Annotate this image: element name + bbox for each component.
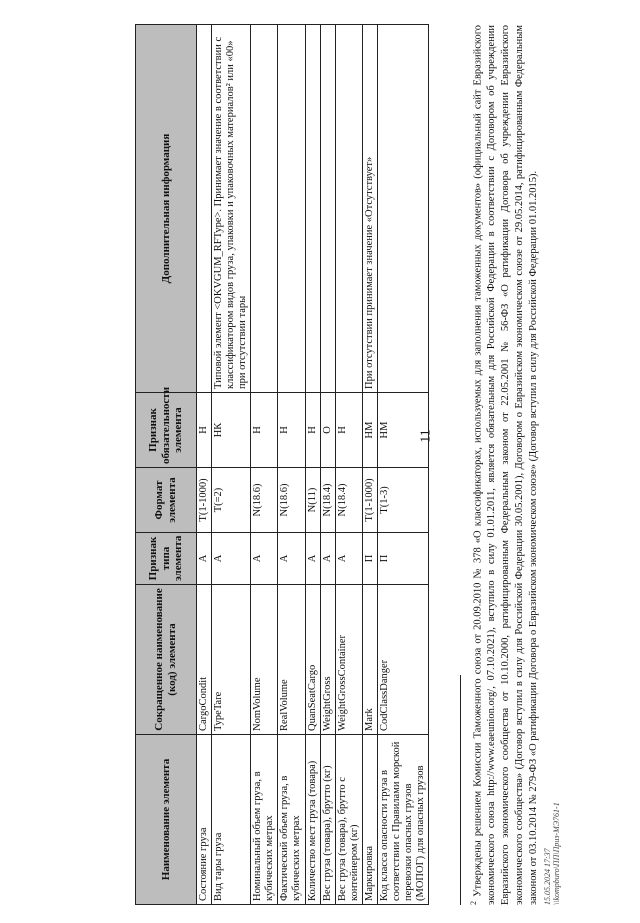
cell-info: При отсутствии принимает значение «Отсутствует» [362, 25, 377, 393]
cell-type: А [197, 533, 212, 585]
element-table [135, 25, 426, 905]
cell-type: А [251, 533, 278, 585]
footnote-divider [460, 675, 461, 905]
cell-info [251, 25, 278, 393]
cell-info [335, 25, 362, 393]
stamp-date: 15.05.2024 17:37 [542, 848, 552, 905]
cell-type: П [377, 533, 428, 585]
table-row [305, 25, 320, 905]
cell-name: Код класса опасности груза в соответствии с Правилами морской перевозки опасных грузов (МОПОГ) для опасных грузов [377, 735, 428, 905]
column-header-info: Дополнительная информация [136, 25, 197, 393]
cell-info [305, 25, 320, 393]
cell-code: CodClassDanger [377, 585, 428, 735]
cell-code: QuanSeatCargo [305, 585, 320, 735]
document-stamp [543, 25, 562, 905]
cell-mandatory: О [320, 393, 335, 468]
cell-mandatory: Н [197, 393, 212, 468]
cell-format: T(1-1000) [362, 468, 377, 533]
footnote-text: Утверждены решением Комиссии Таможенного союза от 20.09.2010 № 378 «О классификаторах, используемых для заполнения таможенных документов» (официальный сайт Евразийского экономического союза http://www.eaeunion.org/, 07.10.2021), вступило в силу 01.01.2011, является обязательным для Российской Федерации в соответствии с Договором об учреждении Евразийского экономического сообщества от 10.10.2000, ратифицированным Федеральным законом от 22.05.2001 № 56-ФЗ «О ратификации Договора об учреждении Евразийского экономического сообщества» (Договор вступил в силу для Российской Федерации 30.05.2001), Договором о Евразийском экономическом союзе от 29.05.2014, ратифицированным Федеральным законом от 03.10.2014 № 279-ФЗ «О ратификации Договора о Евразийском экономическом союзе» (Договор вступил в силу для Российской Федерации 01.01.2015). [472, 25, 539, 905]
cell-name: Вид тары груза [212, 735, 251, 905]
column-header-name: Наименование элемента [136, 735, 197, 905]
footnote-marker: 2 [469, 901, 478, 905]
cell-mandatory: Н [278, 393, 305, 468]
cell-mandatory: НК [212, 393, 251, 468]
column-header-code: Сокращенное наименование (код) элемента [136, 585, 197, 735]
table-row [320, 25, 335, 905]
cell-type: А [278, 533, 305, 585]
table-row [362, 25, 377, 905]
table-row [335, 25, 362, 905]
cell-info [278, 25, 305, 393]
cell-type: А [305, 533, 320, 585]
table-row [212, 25, 251, 905]
cell-type: П [362, 533, 377, 585]
column-header-type: Признак типа элемента [136, 533, 197, 585]
footnote-text-block [469, 25, 541, 905]
cell-format: T(1-3) [377, 468, 428, 533]
cell-mandatory: НМ [362, 393, 377, 468]
cell-type: А [212, 533, 251, 585]
cell-code: WeightGrossContainer [335, 585, 362, 735]
data-table [135, 24, 429, 905]
cell-type: А [335, 533, 362, 585]
table-row [251, 25, 278, 905]
table-row [197, 25, 212, 905]
cell-code: NomVolume [251, 585, 278, 735]
page-number: 11 [418, 429, 434, 443]
cell-format: N(18.6) [278, 468, 305, 533]
cell-name: Вес груза (товара), брутто с контейнером (кг) [335, 735, 362, 905]
cell-name: Фактический объем груза, в кубических метрах [278, 735, 305, 905]
cell-code: TypeTare [212, 585, 251, 735]
cell-name: Номинальный объем груза, в кубических метрах [251, 735, 278, 905]
cell-mandatory: НМ [377, 393, 428, 468]
cell-format: N(18.4) [335, 468, 362, 533]
column-header-mandatory: Признак обязательности элемента [136, 393, 197, 468]
cell-format: T(1-1000) [197, 468, 212, 533]
cell-code: CargoCondit [197, 585, 212, 735]
cell-mandatory: Н [251, 393, 278, 468]
cell-format: T(=2) [212, 468, 251, 533]
cell-code: Mark [362, 585, 377, 735]
table-header-row [136, 25, 197, 905]
cell-info [320, 25, 335, 393]
cell-format: N(11) [305, 468, 320, 533]
cell-info: Типовой элемент <OKVGUM_RFType>. Принимает значение в соответствии с классификатором видов груза, упаковки и упаковочных материалов² или «00» при отсутствии тары [212, 25, 251, 393]
cell-mandatory: Н [335, 393, 362, 468]
cell-name: Вес груза (товара), брутто (кг) [320, 735, 335, 905]
cell-code: WeightGross [320, 585, 335, 735]
cell-name: Количество мест груза (товара) [305, 735, 320, 905]
cell-format: N(18.4) [320, 468, 335, 533]
cell-format: N(18.6) [251, 468, 278, 533]
cell-info [377, 25, 428, 393]
column-header-format: Формат элемента [136, 468, 197, 533]
cell-name: Состояние груза [197, 735, 212, 905]
footnote [460, 25, 610, 905]
stamp-path: \\kompburo\ПП\Приз-МЭ761-1 [552, 802, 562, 905]
cell-info [197, 25, 212, 393]
cell-mandatory: Н [305, 393, 320, 468]
table-row [278, 25, 305, 905]
cell-type: А [320, 533, 335, 585]
cell-name: Маркировка [362, 735, 377, 905]
cell-code: RealVolume [278, 585, 305, 735]
table-row [377, 25, 428, 905]
